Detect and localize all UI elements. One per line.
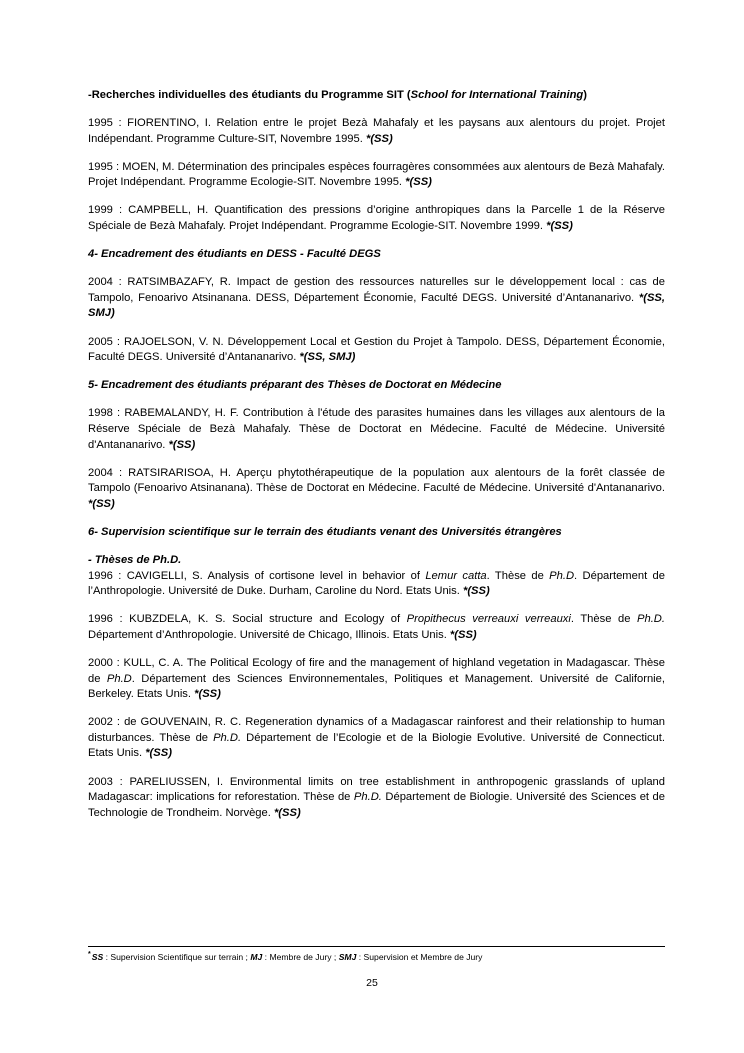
entry-ratsirarisoa: 2004 : RATSIRARISOA, H. Aperçu phytothérapeutique de la population aux alentours de la forêt classée de Tampolo (Fenoarivo Atsinanana). Thèse de Doctorat en Médecine. Faculté de Médecine. Université d'Antananarivo. *(SS) [88,466,665,510]
section-dess-heading: 4- Encadrement des étudiants en DESS - Faculté DEGS [88,248,381,261]
entry-gouvenain: 2002 : de GOUVENAIN, R. C. Regeneration dynamics of a Madagascar rainforest and their relationship to human disturbances. Thèse de Ph.D. Département de l’Ecologie et de la Biologie Evolutive. Université de Connecticut. Etats Unis. *(SS) [88,716,665,760]
section-medecine-heading: 5- Encadrement des étudiants préparant des Thèses de Doctorat en Médecine [88,379,502,392]
section-supervision-heading: 6- Supervision scientifique sur le terrain des étudiants venant des Universités étrangères [88,525,562,538]
entry-rabemalandy: 1998 : RABEMALANDY, H. F. Contribution à l'étude des parasites humaines dans les villages aux alentours de la Réserve Spéciale de Bezà Mahafaly. Thèse de Doctorat en Médecine. Faculté de Médecine. Université d'Antananarivo. *(SS) [88,407,665,451]
subsection-phd-heading: - Thèses de Ph.D. [88,553,182,566]
section-sit-heading: -Recherches individuelles des étudiants du Programme SIT (School for International Training) [88,89,587,101]
entry-fiorentino: 1995 : FIORENTINO, I. Relation entre le projet Bezà Mahafaly et les paysans aux alentours du projet. Projet Indépendant. Programme Culture-SIT, Novembre 1995. *(SS) [88,117,665,145]
footnote-divider [88,946,665,947]
document-body [88,88,665,821]
footnote: *SS : Supervision Scientifique sur terrain ; MJ : Membre de Jury ; SMJ : Supervision et Membre de Jury [88,951,483,962]
entry-cavigelli: 1996 : CAVIGELLI, S. Analysis of cortisone level in behavior of Lemur catta. Thèse de Ph.D. Département de l’Anthropologie. Université de Duke. Durham, Caroline du Nord. Etats Unis. *(SS) [88,569,665,598]
entry-rajoelson: 2005 : RAJOELSON, V. N. Développement Local et Gestion du Projet à Tampolo. DESS, Département Économie, Faculté DEGS. Université d’Antananarivo. *(SS, SMJ) [88,335,665,364]
entry-moen: 1995 : MOEN, M. Détermination des principales espèces fourragères consommées aux alentours de Bezà Mahafaly. Projet Indépendant. Programme Ecologie-SIT. Novembre 1995. *(SS) [88,160,665,189]
entry-pareliussen: 2003 : PARELIUSSEN, I. Environmental limits on tree establishment in anthropogenic grasslands of upland Madagascar: implications for reforestation. Thèse de Ph.D. Département de Biologie. Université des Sciences et de Technologie de Trondheim. Norvège. *(SS) [88,775,665,819]
entry-kull: 2000 : KULL, C. A. The Political Ecology of fire and the management of highland vegetation in Madagascar. Thèse de Ph.D. Département des Sciences Environnementales, Politiques et Management. Université de Californie, Berkeley. Etats Unis. *(SS) [88,656,666,701]
entry-kubzdela: 1996 : KUBZDELA, K. S. Social structure and Ecology of Propithecus verreauxi verreauxi. Thèse de Ph.D. Département d’Anthropologie. Université de Chicago, Illinois. Etats Unis. *(SS) [88,613,665,641]
entry-ratsimbazafy: 2004 : RATSIMBAZAFY, R. Impact de gestion des ressources naturelles sur le développement local : cas de Tampolo, Fenoarivo Atsinanana. DESS, Département Économie, Faculté DEGS. Université d’Antananarivo. *(SS, SMJ) [88,276,665,320]
page-number: 25 [366,977,378,989]
entry-campbell: 1999 : CAMPBELL, H. Quantification des pressions d’origine anthropiques dans la Parcelle 1 de la Réserve Spéciale de Bezà Mahafaly. Projet Indépendant. Programme Ecologie-SIT. Novembre 1999. *(SS) [88,204,665,233]
